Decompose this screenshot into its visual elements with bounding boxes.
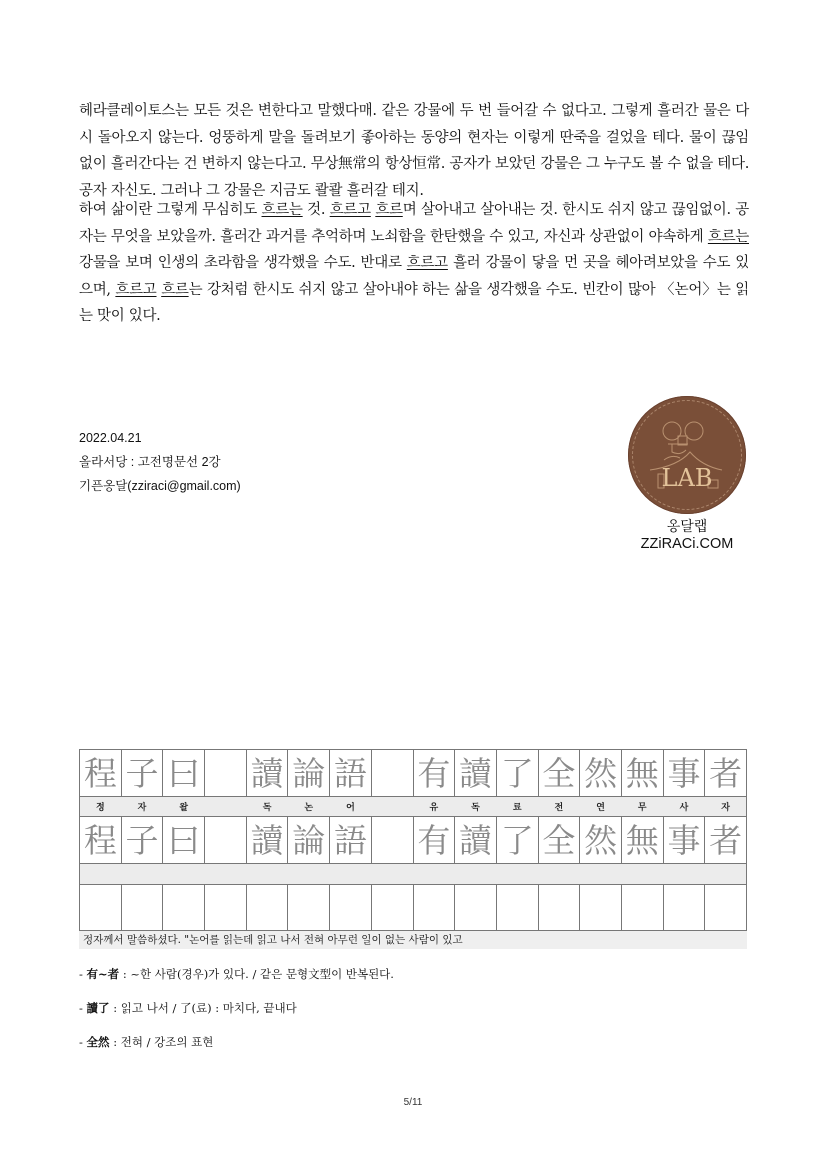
logo-emblem-icon [628,396,746,514]
hanja-trace-cell: 讀 [455,817,497,864]
writing-cell [621,885,663,931]
reading-cell: 유 [413,797,455,817]
reading-cell: 자 [121,797,163,817]
vocab-notes [79,965,394,1067]
hanja-cell: 然 [580,750,622,797]
logo-name: 옹달랩 [666,518,708,534]
hanja-trace-cell: 無 [621,817,663,864]
text-segment: 는 강처럼 한시도 쉬지 않고 살아내야 하는 삶을 생각했을 수도. 빈칸이 많아 〈논어〉는 읽는 맛이 있다. [79,281,749,324]
note-bullet: - [79,967,87,981]
logo-lab-text: LAB [661,464,713,492]
blank-cell [580,864,622,885]
hanja-trace-cell: 然 [580,817,622,864]
essay-paragraph-1: 헤라클레이토스는 모든 것은 변한다고 말했다매. 같은 강물에 두 번 들어갈 수 없다고. 그렇게 흘러간 물은 다시 돌아오지 않는다. 엉뚱하게 말을 돌려보기 좋아하는 동양의 현자는 이렇게 딴죽을 걸었을 테다. 물이 끊임없이 흘러간다는 건 변하지 않는다고. 무상無常의 항상恒常. 공자가 보았던 강물은 그 누구도 볼 수 없을 테다. 공자 자신도. 그러나 그 강물은 지금도 콸콸 흘러갈 테지. [79,103,749,199]
reading-cell: 독 [246,797,288,817]
blank-cell [663,864,705,885]
reading-cell: 논 [288,797,330,817]
hanja-trace-cell: 子 [121,817,163,864]
hanja-cell: 讀 [246,750,288,797]
underlined-word: 흐르는 [707,228,749,245]
text-segment: 하여 삶이란 그렇게 무심히도 [79,202,262,218]
blank-cell [121,864,163,885]
text-segment: 강물을 보며 인생의 초라함을 생각했을 수도. 반대로 [79,255,407,271]
note-term: 讀了 [86,1001,110,1015]
logo-url: ZZiRACi.COM [640,536,734,552]
hanja-cell: 讀 [455,750,497,797]
blank-cell [371,864,413,885]
hanja-cell: 全 [538,750,580,797]
meta-date: 2022.04.21 [79,431,142,445]
underlined-word: 흐르고 [406,255,448,271]
blank-cell [705,864,747,885]
reading-cell: 독 [455,797,497,817]
writing-cell [538,885,580,931]
reading-cell: 사 [663,797,705,817]
hanja-trace-cell: 讀 [246,817,288,864]
writing-cell [580,885,622,931]
hanja-cell: 論 [288,750,330,797]
blank-cell [205,864,247,885]
hanja-cell: 者 [705,750,747,797]
blank-cell [455,864,497,885]
note-term: 有~者 [86,967,120,981]
text-segment: 것. [302,202,330,218]
note-bullet: - [79,1001,87,1015]
meta-lecture: 올라서당 : 고전명문선 2강 [79,455,221,469]
writing-row [80,885,747,931]
hanja-cell: 無 [621,750,663,797]
reading-cell: 정 [80,797,122,817]
underlined-word: 흐르 [161,281,189,298]
blank-cell [288,864,330,885]
hanja-trace-cell: 者 [705,817,747,864]
reading-cell: 어 [330,797,372,817]
hanja-cell: 了 [496,750,538,797]
blank-cell [246,864,288,885]
writing-cell [496,885,538,931]
writing-cell [246,885,288,931]
hanja-cell: 語 [330,750,372,797]
hanja-cell: 程 [80,750,122,797]
blank-cell [80,864,122,885]
reading-row [80,797,747,817]
writing-cell [330,885,372,931]
hanja-trace-cell: 語 [330,817,372,864]
meta-author: 기픈옹달(zziraci@gmail.com) [79,479,241,493]
note-desc: : 전혀 / 강조의 표현 [109,1035,214,1049]
hanja-row-trace [80,817,747,864]
essay-paragraph-2 [79,197,749,330]
text-segment: 며 살아내고 살아내는 것. 한시도 쉬지 않고 끊임없이. 공자는 무엇을 보았을까. 흘러간 과거를 추억하며 노쇠함을 한탄했을 수 있고, 자신과 상관없이 야속하게 [79,202,749,245]
writing-cell [80,885,122,931]
note-desc: : ~한 사람(경우)가 있다. / 같은 문형文型이 반복된다. [119,967,394,981]
reading-cell: 자 [705,797,747,817]
hanja-trace-cell: 事 [663,817,705,864]
note-term: 全然 [86,1035,110,1049]
reading-cell: 연 [580,797,622,817]
blank-reading-row [80,864,747,885]
underlined-word: 흐르고 [115,281,157,298]
reading-cell [205,797,247,817]
document-meta [79,426,241,498]
lab-logo [628,396,746,514]
blank-cell [163,864,205,885]
reading-cell: 무 [621,797,663,817]
writing-cell [288,885,330,931]
hanja-trace-cell: 論 [288,817,330,864]
reading-cell [371,797,413,817]
writing-cell [455,885,497,931]
underlined-word: 흐르고 [329,202,371,218]
underlined-word: 흐르 [375,202,403,218]
note-bullet: - [79,1035,87,1049]
hanja-trace-cell: 程 [80,817,122,864]
vocab-note [79,965,394,999]
translation-caption: 정자께서 말씀하셨다. "논어를 읽는데 읽고 나서 전혀 아무런 일이 없는 사람이 있고 [79,931,747,949]
writing-cell [163,885,205,931]
hanja-practice-grid [79,749,747,931]
writing-cell [205,885,247,931]
hanja-trace-cell [205,817,247,864]
blank-cell [538,864,580,885]
hanja-row-model [80,750,747,797]
writing-cell [663,885,705,931]
vocab-note [79,1033,394,1067]
blank-cell [413,864,455,885]
writing-cell [121,885,163,931]
text-segment: 흘러 강물이 닿을 먼 곳을 헤아려보았을 수도 있으며, [79,255,750,298]
note-desc: : 읽고 나서 / 了(료) : 마치다, 끝내다 [109,1001,297,1015]
hanja-trace-cell: 了 [496,817,538,864]
hanja-cell [205,750,247,797]
hanja-cell: 事 [663,750,705,797]
hanja-cell: 子 [121,750,163,797]
underlined-word: 흐르는 [261,202,303,218]
reading-cell: 료 [496,797,538,817]
hanja-trace-cell: 曰 [163,817,205,864]
hanja-cell [371,750,413,797]
writing-cell [413,885,455,931]
blank-cell [621,864,663,885]
blank-cell [496,864,538,885]
vocab-note [79,999,394,1033]
reading-cell: 왈 [163,797,205,817]
hanja-trace-cell: 有 [413,817,455,864]
blank-cell [330,864,372,885]
writing-cell [705,885,747,931]
page-number: 5/11 [403,1097,423,1108]
hanja-cell: 曰 [163,750,205,797]
hanja-cell: 有 [413,750,455,797]
writing-cell [371,885,413,931]
hanja-trace-cell [371,817,413,864]
reading-cell: 전 [538,797,580,817]
hanja-trace-cell: 全 [538,817,580,864]
